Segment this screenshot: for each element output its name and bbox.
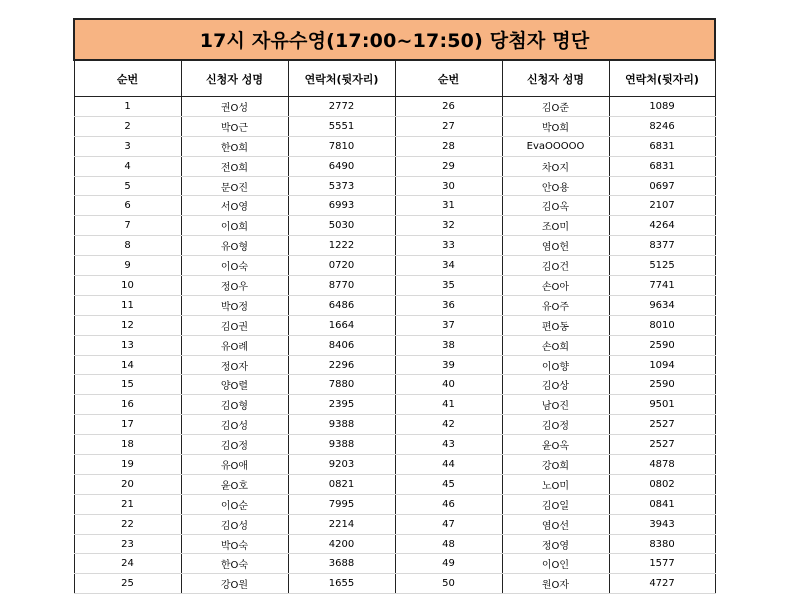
entry-number: 8: [74, 236, 181, 256]
applicant-name: 이O향: [502, 355, 609, 375]
table-row: [74, 494, 715, 514]
entry-number: 28: [395, 136, 502, 156]
applicant-name: 전O희: [181, 156, 288, 176]
applicant-name: 김O형: [181, 395, 288, 415]
applicant-name: 김O상: [502, 375, 609, 395]
header-phone-right: 연락처(뒷자리): [609, 60, 715, 97]
entry-number: 31: [395, 196, 502, 216]
applicant-name: 조O미: [502, 216, 609, 236]
applicant-name: 박O숙: [181, 534, 288, 554]
table-row: [74, 116, 715, 136]
phone-last-digits: 1577: [609, 554, 715, 574]
phone-last-digits: 3688: [288, 554, 395, 574]
phone-last-digits: 6831: [609, 136, 715, 156]
table-row: [74, 574, 715, 594]
entry-number: 47: [395, 514, 502, 534]
applicant-name: 문O진: [181, 176, 288, 196]
table-row: [74, 315, 715, 335]
applicant-name: 서O영: [181, 196, 288, 216]
phone-last-digits: 7995: [288, 494, 395, 514]
entry-number: 6: [74, 196, 181, 216]
applicant-name: 노O미: [502, 474, 609, 494]
winner-list-sheet: [73, 18, 714, 594]
phone-last-digits: 9388: [288, 415, 395, 435]
entry-number: 11: [74, 295, 181, 315]
applicant-name: 손O아: [502, 276, 609, 296]
page-title: 17시 자유수영(17:00~17:50) 당첨자 명단: [74, 19, 715, 60]
entry-number: 3: [74, 136, 181, 156]
entry-number: 43: [395, 435, 502, 455]
applicant-name: EvaOOOOO: [502, 136, 609, 156]
entry-number: 10: [74, 276, 181, 296]
phone-last-digits: 5373: [288, 176, 395, 196]
table-row: [74, 176, 715, 196]
entry-number: 14: [74, 355, 181, 375]
applicant-name: 염O선: [502, 514, 609, 534]
applicant-name: 이O숙: [181, 256, 288, 276]
phone-last-digits: 2527: [609, 435, 715, 455]
entry-number: 21: [74, 494, 181, 514]
phone-last-digits: 2296: [288, 355, 395, 375]
entry-number: 1: [74, 97, 181, 117]
entry-number: 9: [74, 256, 181, 276]
phone-last-digits: 0841: [609, 494, 715, 514]
table-row: [74, 97, 715, 117]
phone-last-digits: 6486: [288, 295, 395, 315]
table-row: [74, 136, 715, 156]
header-row: [74, 60, 715, 97]
entry-number: 44: [395, 455, 502, 475]
entry-number: 16: [74, 395, 181, 415]
phone-last-digits: 1655: [288, 574, 395, 594]
table-body: [74, 97, 715, 594]
table-row: [74, 295, 715, 315]
applicant-name: 한O숙: [181, 554, 288, 574]
table-row: [74, 256, 715, 276]
entry-number: 19: [74, 455, 181, 475]
phone-last-digits: 7741: [609, 276, 715, 296]
entry-number: 50: [395, 574, 502, 594]
applicant-name: 김O준: [502, 97, 609, 117]
entry-number: 32: [395, 216, 502, 236]
phone-last-digits: 5125: [609, 256, 715, 276]
phone-last-digits: 8246: [609, 116, 715, 136]
applicant-name: 원O자: [502, 574, 609, 594]
entry-number: 45: [395, 474, 502, 494]
entry-number: 17: [74, 415, 181, 435]
header-number-right: 순번: [395, 60, 502, 97]
phone-last-digits: 0821: [288, 474, 395, 494]
applicant-name: 이O순: [181, 494, 288, 514]
applicant-name: 김O성: [181, 514, 288, 534]
applicant-name: 윤O옥: [502, 435, 609, 455]
table-row: [74, 375, 715, 395]
phone-last-digits: 8406: [288, 335, 395, 355]
applicant-name: 강O원: [181, 574, 288, 594]
applicant-name: 김O건: [502, 256, 609, 276]
entry-number: 29: [395, 156, 502, 176]
entry-number: 12: [74, 315, 181, 335]
table-row: [74, 276, 715, 296]
table-row: [74, 455, 715, 475]
applicant-name: 이O희: [181, 216, 288, 236]
phone-last-digits: 2214: [288, 514, 395, 534]
phone-last-digits: 6490: [288, 156, 395, 176]
header-number-left: 순번: [74, 60, 181, 97]
phone-last-digits: 4264: [609, 216, 715, 236]
entry-number: 18: [74, 435, 181, 455]
phone-last-digits: 6993: [288, 196, 395, 216]
applicant-name: 손O희: [502, 335, 609, 355]
phone-last-digits: 2772: [288, 97, 395, 117]
table-row: [74, 415, 715, 435]
table-row: [74, 554, 715, 574]
entry-number: 24: [74, 554, 181, 574]
applicant-name: 양O렬: [181, 375, 288, 395]
entry-number: 13: [74, 335, 181, 355]
entry-number: 25: [74, 574, 181, 594]
phone-last-digits: 2590: [609, 335, 715, 355]
entry-number: 42: [395, 415, 502, 435]
applicant-name: 유O형: [181, 236, 288, 256]
phone-last-digits: 0697: [609, 176, 715, 196]
entry-number: 2: [74, 116, 181, 136]
entry-number: 30: [395, 176, 502, 196]
phone-last-digits: 5030: [288, 216, 395, 236]
applicant-name: 박O근: [181, 116, 288, 136]
phone-last-digits: 1222: [288, 236, 395, 256]
entry-number: 5: [74, 176, 181, 196]
applicant-name: 이O인: [502, 554, 609, 574]
entry-number: 37: [395, 315, 502, 335]
table-row: [74, 216, 715, 236]
entry-number: 7: [74, 216, 181, 236]
entry-number: 15: [74, 375, 181, 395]
applicant-name: 박O희: [502, 116, 609, 136]
entry-number: 40: [395, 375, 502, 395]
applicant-name: 한O희: [181, 136, 288, 156]
header-name-right: 신청자 성명: [502, 60, 609, 97]
phone-last-digits: 4878: [609, 455, 715, 475]
table-row: [74, 514, 715, 534]
entry-number: 22: [74, 514, 181, 534]
phone-last-digits: 2395: [288, 395, 395, 415]
applicant-name: 정O우: [181, 276, 288, 296]
entry-number: 4: [74, 156, 181, 176]
phone-last-digits: 8770: [288, 276, 395, 296]
applicant-name: 권O성: [181, 97, 288, 117]
phone-last-digits: 1664: [288, 315, 395, 335]
applicant-name: 염O헌: [502, 236, 609, 256]
entry-number: 33: [395, 236, 502, 256]
table-row: [74, 395, 715, 415]
entry-number: 48: [395, 534, 502, 554]
table-row: [74, 236, 715, 256]
phone-last-digits: 8010: [609, 315, 715, 335]
phone-last-digits: 1094: [609, 355, 715, 375]
phone-last-digits: 1089: [609, 97, 715, 117]
entry-number: 20: [74, 474, 181, 494]
entry-number: 39: [395, 355, 502, 375]
table-row: [74, 474, 715, 494]
phone-last-digits: 8380: [609, 534, 715, 554]
phone-last-digits: 9203: [288, 455, 395, 475]
header-phone-left: 연락처(뒷자리): [288, 60, 395, 97]
phone-last-digits: 6831: [609, 156, 715, 176]
applicant-name: 유O애: [181, 455, 288, 475]
header-name-left: 신청자 성명: [181, 60, 288, 97]
applicant-name: 차O지: [502, 156, 609, 176]
applicant-name: 박O정: [181, 295, 288, 315]
table-row: [74, 196, 715, 216]
applicant-name: 김O옥: [502, 196, 609, 216]
phone-last-digits: 9388: [288, 435, 395, 455]
applicant-name: 유O주: [502, 295, 609, 315]
table-row: [74, 534, 715, 554]
phone-last-digits: 9634: [609, 295, 715, 315]
applicant-name: 김O일: [502, 494, 609, 514]
applicant-name: 정O영: [502, 534, 609, 554]
entry-number: 36: [395, 295, 502, 315]
applicant-name: 유O례: [181, 335, 288, 355]
entry-number: 23: [74, 534, 181, 554]
phone-last-digits: 7880: [288, 375, 395, 395]
phone-last-digits: 0802: [609, 474, 715, 494]
entry-number: 38: [395, 335, 502, 355]
phone-last-digits: 7810: [288, 136, 395, 156]
phone-last-digits: 2527: [609, 415, 715, 435]
phone-last-digits: 5551: [288, 116, 395, 136]
phone-last-digits: 4727: [609, 574, 715, 594]
applicant-name: 강O희: [502, 455, 609, 475]
entry-number: 49: [395, 554, 502, 574]
applicant-name: 김O정: [181, 435, 288, 455]
phone-last-digits: 2107: [609, 196, 715, 216]
applicant-name: 김O권: [181, 315, 288, 335]
table-row: [74, 335, 715, 355]
table-row: [74, 355, 715, 375]
phone-last-digits: 3943: [609, 514, 715, 534]
entry-number: 35: [395, 276, 502, 296]
phone-last-digits: 2590: [609, 375, 715, 395]
applicant-name: 윤O호: [181, 474, 288, 494]
applicant-name: 김O정: [502, 415, 609, 435]
applicant-name: 편O동: [502, 315, 609, 335]
table-row: [74, 156, 715, 176]
phone-last-digits: 4200: [288, 534, 395, 554]
phone-last-digits: 9501: [609, 395, 715, 415]
phone-last-digits: 0720: [288, 256, 395, 276]
applicant-name: 정O자: [181, 355, 288, 375]
applicant-name: 김O성: [181, 415, 288, 435]
entry-number: 27: [395, 116, 502, 136]
applicant-name: 남O진: [502, 395, 609, 415]
applicant-name: 안O용: [502, 176, 609, 196]
entry-number: 26: [395, 97, 502, 117]
entry-number: 46: [395, 494, 502, 514]
phone-last-digits: 8377: [609, 236, 715, 256]
table-row: [74, 435, 715, 455]
entry-number: 34: [395, 256, 502, 276]
entry-number: 41: [395, 395, 502, 415]
winner-table: [73, 18, 716, 594]
